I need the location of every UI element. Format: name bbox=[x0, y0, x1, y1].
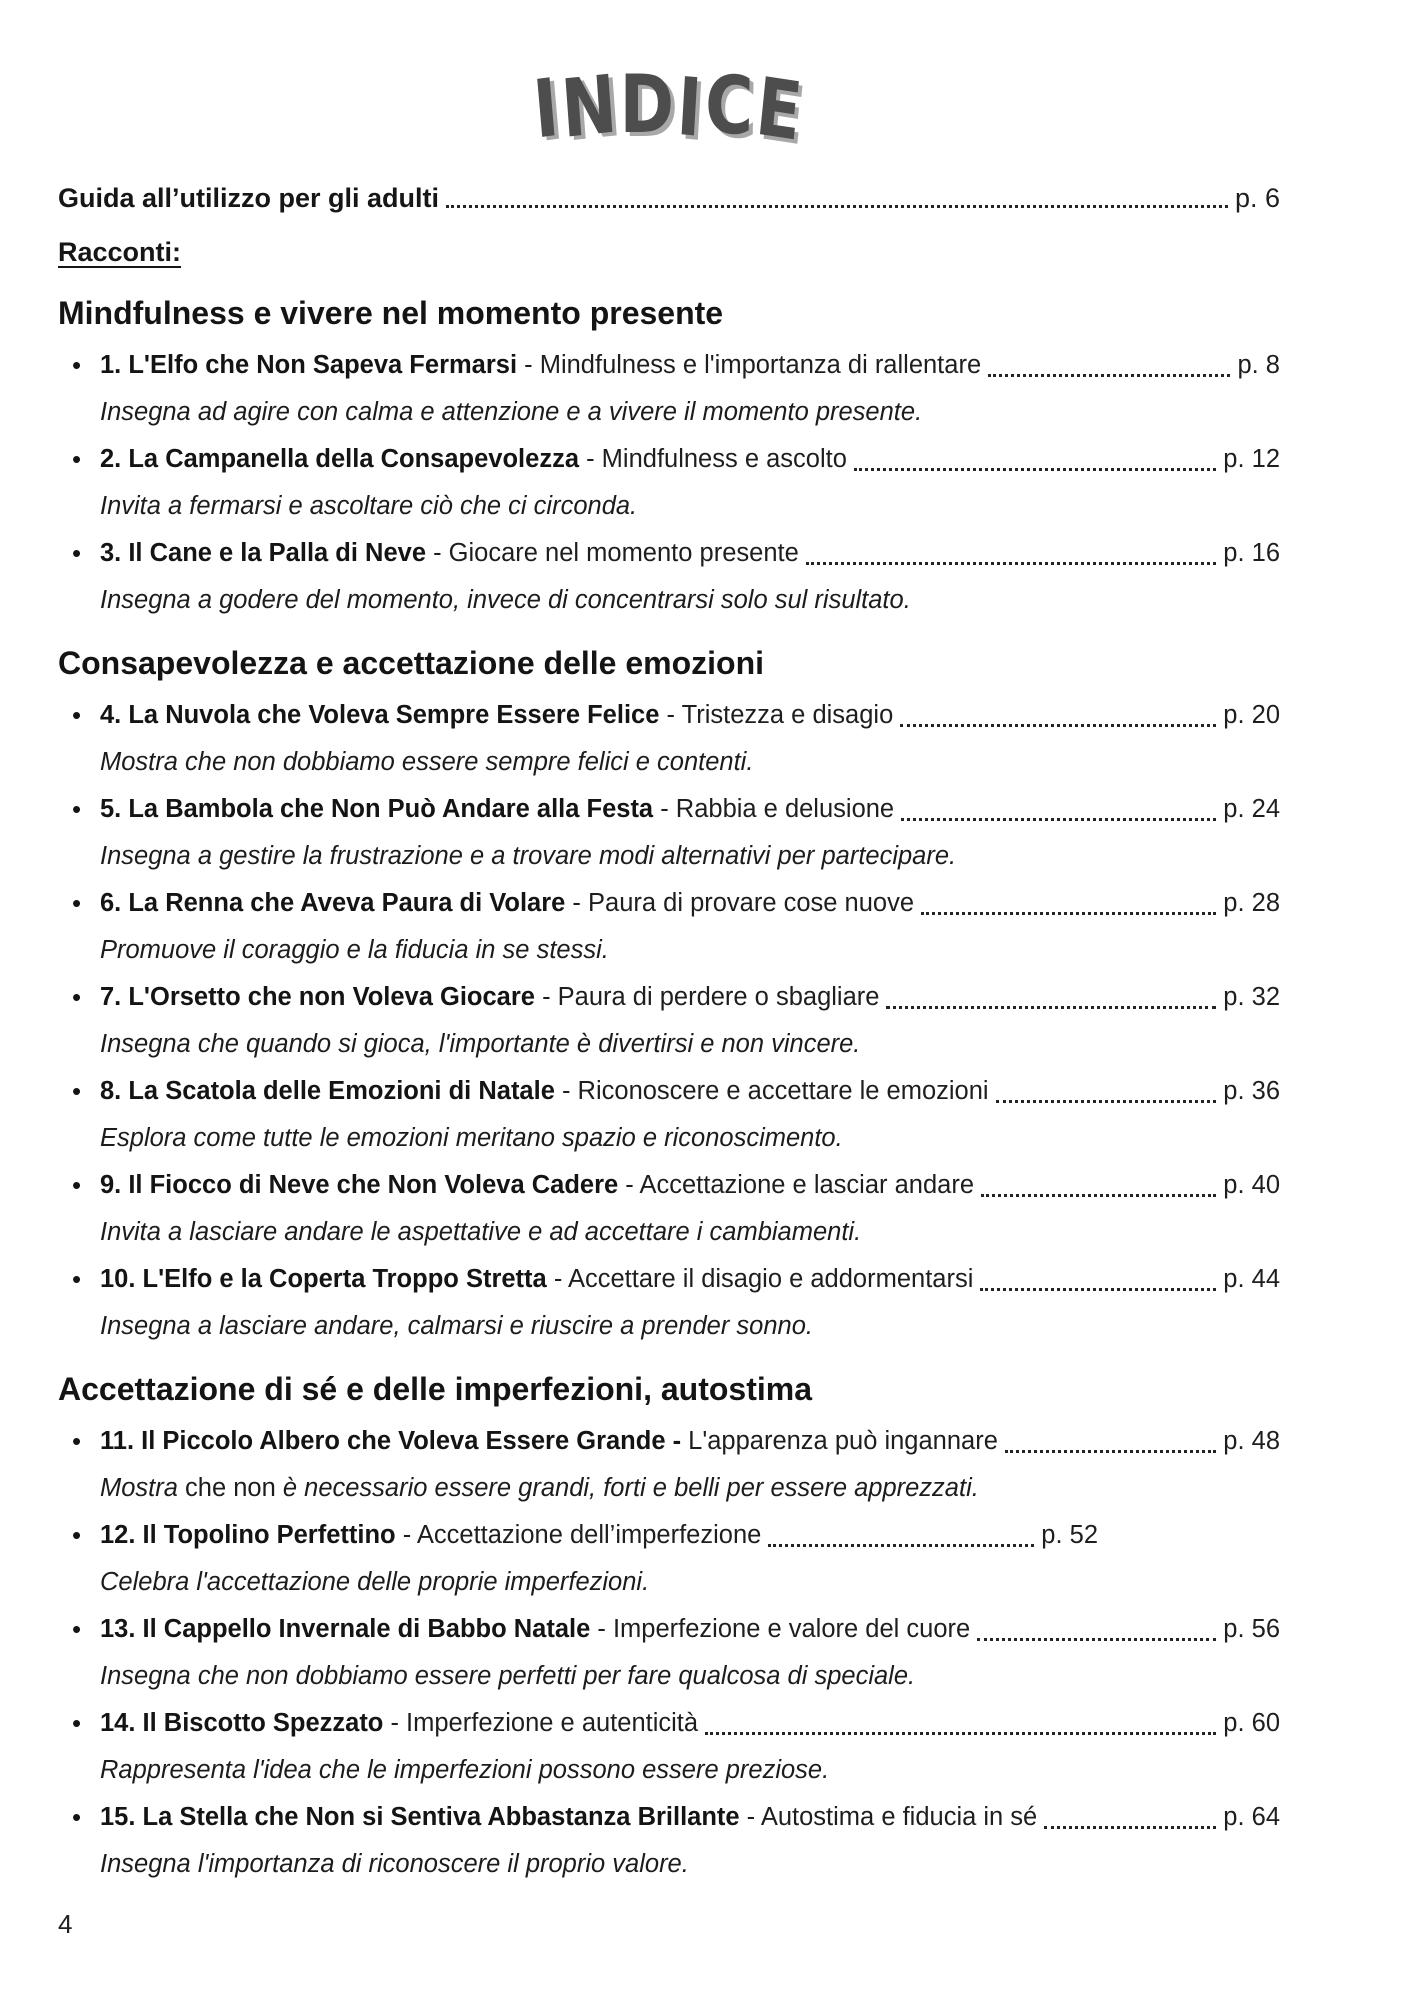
bullet-icon: • bbox=[72, 1076, 82, 1106]
subtitle-segment: Invita a fermarsi e ascoltare ciò che ci circonda. bbox=[100, 492, 638, 520]
entry-text bbox=[100, 1700, 698, 1747]
dot-leader bbox=[705, 1732, 1216, 1735]
title-letter: I bbox=[529, 60, 566, 157]
dot-leader bbox=[806, 562, 1217, 565]
entry-subtitle bbox=[58, 1653, 1280, 1700]
dot-leader bbox=[768, 1544, 1034, 1547]
subtitle-segment: Celebra l'accettazione delle proprie imperfezioni. bbox=[100, 1568, 650, 1596]
entry-title: 6. La Renna che Aveva Paura di Volare bbox=[100, 889, 566, 917]
entry-text bbox=[100, 786, 894, 833]
bullet-icon: • bbox=[72, 1426, 82, 1456]
dot-leader bbox=[1044, 1826, 1216, 1829]
entry-descriptor: - Mindfulness e ascolto bbox=[579, 445, 847, 473]
title-letter: E bbox=[751, 59, 809, 160]
toc-entry bbox=[58, 342, 1280, 389]
bullet-icon: • bbox=[72, 1170, 82, 1200]
entry-subtitle bbox=[58, 927, 1280, 974]
entry-page-number: p. 44 bbox=[1223, 1265, 1280, 1293]
entry-descriptor: - Imperfezione e autenticità bbox=[383, 1709, 699, 1737]
entry-page-number: p. 12 bbox=[1223, 445, 1280, 473]
dot-leader bbox=[988, 374, 1230, 377]
entry-page-number: p. 52 bbox=[1041, 1521, 1098, 1549]
toc-entry bbox=[58, 880, 1280, 927]
entry-page-number: p. 40 bbox=[1223, 1171, 1280, 1199]
entry-page-number: p. 48 bbox=[1223, 1427, 1280, 1455]
entry-descriptor: - Tristezza e disagio bbox=[659, 701, 894, 729]
toc-entry bbox=[58, 530, 1280, 577]
entry-title: 11. Il Piccolo Albero che Voleva Essere Grande - bbox=[100, 1427, 682, 1455]
toc-entry bbox=[58, 436, 1280, 483]
section-heading: Consapevolezza e accettazione delle emozioni bbox=[58, 645, 764, 681]
entry-page-number: p. 36 bbox=[1223, 1077, 1280, 1105]
subtitle-segment: Insegna a gestire la frustrazione e a trovare modi alternativi per partecipare. bbox=[100, 842, 957, 870]
entry-title: 2. La Campanella della Consapevolezza bbox=[100, 445, 580, 473]
toc-entry bbox=[58, 1162, 1280, 1209]
entry-title: 9. Il Fiocco di Neve che Non Voleva Cadere bbox=[100, 1171, 619, 1199]
bullet-icon: • bbox=[72, 350, 82, 380]
bullet-icon: • bbox=[72, 1802, 82, 1832]
entry-subtitle bbox=[58, 1841, 1280, 1888]
entry-title: 3. Il Cane e la Palla di Neve bbox=[100, 539, 426, 567]
toc-entry bbox=[58, 1418, 1280, 1465]
entry-descriptor: L'apparenza può ingannare bbox=[681, 1427, 998, 1455]
entry-text bbox=[100, 1606, 970, 1653]
entry-page-number: p. 56 bbox=[1223, 1615, 1280, 1643]
toc-entry bbox=[58, 974, 1280, 1021]
entry-subtitle bbox=[58, 1465, 1280, 1512]
entry-title: 15. La Stella che Non si Sentiva Abbastanza Brillante bbox=[100, 1803, 740, 1831]
entry-page-number: p. 32 bbox=[1223, 983, 1280, 1011]
toc-entry bbox=[58, 692, 1280, 739]
entry-subtitle bbox=[58, 483, 1280, 530]
guide-page-number: p. 6 bbox=[1234, 183, 1280, 213]
page-title bbox=[58, 52, 1280, 170]
bullet-icon: • bbox=[72, 888, 82, 918]
entry-subtitle bbox=[58, 1559, 1280, 1606]
section-heading: Accettazione di sé e delle imperfezioni, autostima bbox=[58, 1371, 812, 1407]
bullet-icon: • bbox=[72, 700, 82, 730]
entry-title: 14. Il Biscotto Spezzato bbox=[100, 1709, 384, 1737]
entry-subtitle bbox=[58, 1747, 1280, 1794]
dot-leader bbox=[900, 724, 1216, 727]
guide-label: Guida all’utilizzo per gli adulti bbox=[58, 183, 440, 213]
section-heading: Mindfulness e vivere nel momento presente bbox=[58, 295, 724, 331]
entry-text bbox=[100, 1162, 974, 1209]
entry-descriptor: - Mindfulness e l'importanza di rallentare bbox=[517, 351, 982, 379]
title-letter: C bbox=[704, 58, 757, 153]
subtitle-segment: Insegna che quando si gioca, l'importante è divertirsi e non vincere. bbox=[100, 1030, 861, 1058]
bullet-icon: • bbox=[72, 982, 82, 1012]
entry-title: 12. Il Topolino Perfettino bbox=[100, 1521, 396, 1549]
subtitle-segment: Insegna che non dobbiamo essere perfetti per fare qualcosa di speciale. bbox=[100, 1662, 916, 1690]
entry-title: 13. Il Cappello Invernale di Babbo Natale bbox=[100, 1615, 591, 1643]
toc-entry bbox=[58, 1068, 1280, 1115]
entry-page-number: p. 24 bbox=[1223, 795, 1280, 823]
entry-descriptor: - Accettazione e lasciar andare bbox=[618, 1171, 974, 1199]
toc-entry bbox=[58, 786, 1280, 833]
entry-descriptor: - Rabbia e delusione bbox=[653, 795, 895, 823]
entry-subtitle bbox=[58, 739, 1280, 786]
entry-descriptor: - Riconoscere e accettare le emozioni bbox=[554, 1077, 989, 1105]
toc-entry bbox=[58, 1256, 1280, 1303]
entry-text bbox=[100, 1512, 761, 1559]
subtitle-segment: Invita a lasciare andare le aspettative e ad accettare i cambiamenti. bbox=[100, 1218, 862, 1246]
entry-title: 7. L'Orsetto che non Voleva Giocare bbox=[100, 983, 535, 1011]
entry-text bbox=[100, 1794, 1037, 1841]
dot-leader bbox=[980, 1288, 1216, 1291]
bullet-icon: • bbox=[72, 1708, 82, 1738]
subtitle-segment: Esplora come tutte le emozioni meritano spazio e riconoscimento. bbox=[100, 1124, 843, 1152]
entry-descriptor: - Autostima e fiducia in sé bbox=[739, 1803, 1038, 1831]
entry-title: 4. La Nuvola che Voleva Sempre Essere Felice bbox=[100, 701, 660, 729]
entry-text bbox=[100, 692, 893, 739]
dot-leader bbox=[901, 818, 1216, 821]
dot-leader bbox=[981, 1194, 1216, 1197]
subtitle-segment: Insegna ad agire con calma e attenzione e a vivere il momento presente. bbox=[100, 398, 923, 426]
title-letter: I bbox=[674, 59, 708, 156]
guide-line bbox=[58, 176, 1280, 220]
entry-descriptor: - Giocare nel momento presente bbox=[426, 539, 799, 567]
toc-entry bbox=[58, 1606, 1280, 1653]
toc-sections bbox=[58, 288, 1280, 1888]
bullet-icon: • bbox=[72, 1520, 82, 1550]
entry-title: 5. La Bambola che Non Può Andare alla Festa bbox=[100, 795, 654, 823]
entry-descriptor: - Accettazione dell’imperfezione bbox=[395, 1521, 762, 1549]
entry-title: 10. L'Elfo e la Coperta Troppo Stretta bbox=[100, 1265, 547, 1293]
toc-entry bbox=[58, 1512, 1098, 1559]
bullet-icon: • bbox=[72, 444, 82, 474]
entry-subtitle bbox=[58, 1021, 1280, 1068]
entry-descriptor: - Paura di provare cose nuove bbox=[565, 889, 915, 917]
dot-leader bbox=[996, 1100, 1217, 1103]
entry-subtitle bbox=[58, 577, 1280, 624]
racconti-label: Racconti: bbox=[58, 237, 182, 267]
toc-entry bbox=[58, 1700, 1280, 1747]
entry-subtitle bbox=[58, 389, 1280, 436]
bullet-icon: • bbox=[72, 1264, 82, 1294]
entry-page-number: p. 8 bbox=[1237, 351, 1280, 379]
entry-text bbox=[100, 1418, 998, 1465]
entry-descriptor: - Imperfezione e valore del cuore bbox=[590, 1615, 971, 1643]
entry-text bbox=[100, 974, 879, 1021]
dot-leader bbox=[886, 1006, 1216, 1009]
bullet-icon: • bbox=[72, 794, 82, 824]
entry-subtitle bbox=[58, 1303, 1280, 1350]
subtitle-segment: Mostra bbox=[100, 1474, 186, 1502]
entry-subtitle bbox=[58, 833, 1280, 880]
entry-page-number: p. 16 bbox=[1223, 539, 1280, 567]
subtitle-segment: Mostra che non dobbiamo essere sempre felici e contenti. bbox=[100, 748, 754, 776]
entry-subtitle bbox=[58, 1115, 1280, 1162]
bullet-icon: • bbox=[72, 538, 82, 568]
entry-page-number: p. 60 bbox=[1223, 1709, 1280, 1737]
title-word bbox=[529, 52, 809, 162]
bullet-icon: • bbox=[72, 1614, 82, 1644]
dot-leader bbox=[1005, 1450, 1216, 1453]
entry-page-number: p. 20 bbox=[1223, 701, 1280, 729]
entry-title: 8. La Scatola delle Emozioni di Natale bbox=[100, 1077, 555, 1105]
dot-leader bbox=[854, 468, 1216, 471]
subtitle-segment: Rappresenta l'idea che le imperfezioni possono essere preziose. bbox=[100, 1756, 830, 1784]
entry-page-number: p. 64 bbox=[1223, 1803, 1280, 1831]
entry-descriptor: - Accettare il disagio e addormentarsi bbox=[546, 1265, 974, 1293]
subtitle-segment: Insegna l'importanza di riconoscere il proprio valore. bbox=[100, 1850, 689, 1878]
dot-leader bbox=[921, 912, 1216, 915]
entry-text bbox=[100, 1068, 989, 1115]
subtitle-segment: è necessario essere grandi, forti e belli per essere apprezzati. bbox=[282, 1474, 979, 1502]
entry-text bbox=[100, 530, 799, 577]
title-letter: D bbox=[619, 58, 678, 151]
subtitle-segment: Insegna a lasciare andare, calmarsi e riuscire a prender sonno. bbox=[100, 1312, 813, 1340]
dot-leader bbox=[446, 205, 1228, 208]
entry-text bbox=[100, 1256, 973, 1303]
title-letter: N bbox=[558, 57, 623, 156]
subtitle-segment: Promuove il coraggio e la fiducia in se stessi. bbox=[100, 936, 609, 964]
entry-text bbox=[100, 880, 914, 927]
subtitle-segment: che non bbox=[185, 1474, 283, 1502]
toc-entry bbox=[58, 1794, 1280, 1841]
entry-text bbox=[100, 436, 847, 483]
entry-descriptor: - Paura di perdere o sbagliare bbox=[534, 983, 880, 1011]
entry-subtitle bbox=[58, 1209, 1280, 1256]
dot-leader bbox=[977, 1638, 1216, 1641]
entry-page-number: p. 28 bbox=[1223, 889, 1280, 917]
page-number: 4 bbox=[58, 1909, 73, 1939]
entry-title: 1. L'Elfo che Non Sapeva Fermarsi bbox=[100, 351, 518, 379]
entry-text bbox=[100, 342, 981, 389]
subtitle-segment: Insegna a godere del momento, invece di concentrarsi solo sul risultato. bbox=[100, 586, 911, 614]
